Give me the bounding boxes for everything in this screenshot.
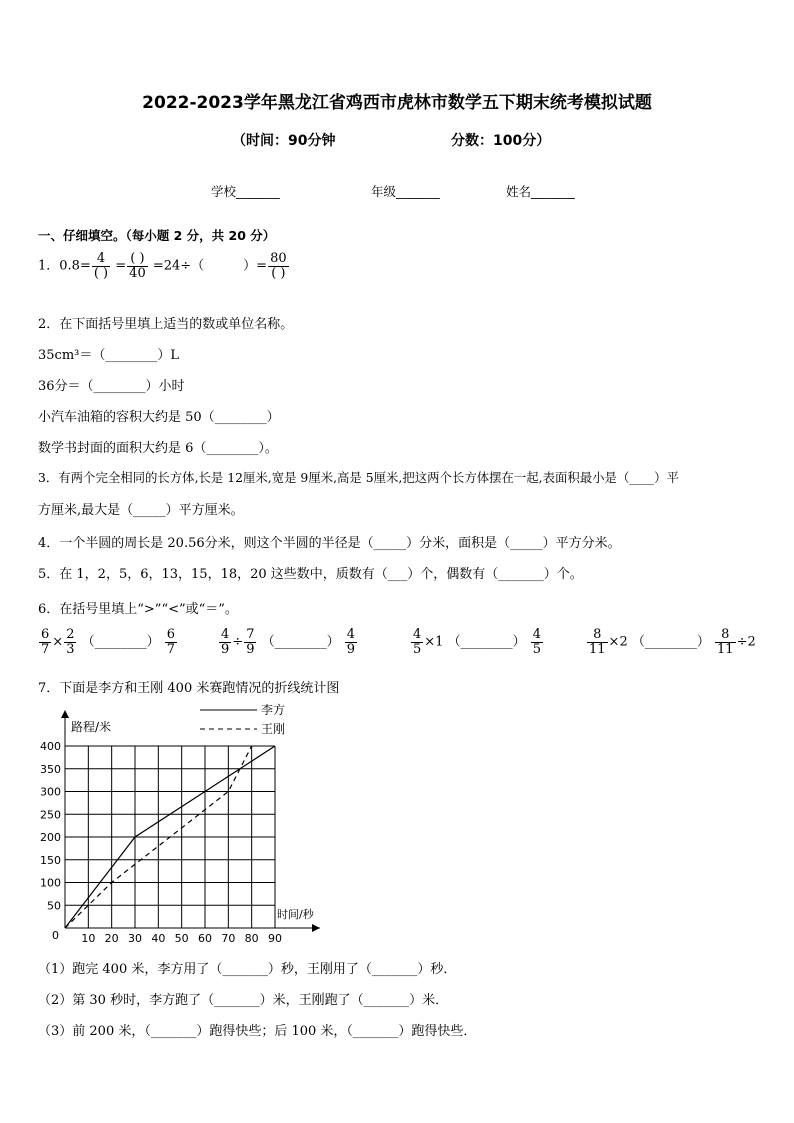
y-tick-label: 300: [40, 785, 61, 799]
question-6-stem: 6．在括号里填上“>”“<”或“＝”。: [38, 602, 238, 617]
q1-eq: =: [115, 258, 127, 274]
q6-expression-2: [218, 628, 358, 656]
q7-sub-3[interactable]: （3）前 200 米，（_______）跑得快些；后 100 米，（_______）跑得快些．: [38, 1024, 477, 1039]
exam-time: （时间：90分钟: [232, 133, 336, 149]
operator: ×: [52, 634, 64, 650]
q6-e3-blank[interactable]: （________）: [447, 634, 526, 650]
x-tick-label: 30: [128, 932, 142, 945]
page-title: 2022-2023学年黑龙江省鸡西市虎林市数学五下期末统考模拟试题: [142, 93, 652, 113]
question-2-stem: 2．在下面括号里填上适当的数或单位名称。: [38, 317, 294, 332]
den: 9: [246, 641, 255, 657]
den: 5: [532, 641, 542, 657]
operator: ÷: [232, 634, 244, 650]
q1-f1-num: 4: [92, 252, 110, 267]
q6-e2-frac-c: [345, 628, 357, 656]
y-tick-label: 50: [47, 899, 61, 913]
q1-fraction-3: [268, 252, 289, 280]
legend-label-2: 王刚: [261, 722, 286, 736]
q6-e3-frac-a: [411, 628, 423, 656]
q1-f3-den[interactable]: ( ): [271, 265, 286, 281]
line-chart: [30, 700, 340, 950]
q6-e1-frac-b: [64, 628, 76, 656]
q1-f2-den: 40: [129, 265, 146, 281]
name-field[interactable]: 姓名_______: [506, 184, 575, 199]
q2-line-4[interactable]: 数学书封面的面积大约是 6（________）。: [38, 441, 278, 456]
q7-sub-1[interactable]: （1）跑完 400 米，李方用了（_______）秒，王刚用了（_______）秒．: [38, 962, 457, 977]
x-tick-label: 90: [268, 932, 282, 945]
origin-label: 0: [52, 929, 59, 942]
x-tick-label: 80: [244, 932, 259, 945]
num: 4: [413, 627, 422, 642]
legend-label-1: 李方: [261, 703, 286, 717]
q2-line-1[interactable]: 35cm³＝（________）L: [38, 348, 179, 363]
q2-line-3[interactable]: 小汽车油箱的容积大约是 50（________）: [38, 410, 280, 425]
num: 6: [166, 627, 176, 642]
q1-f3-num: 80: [270, 251, 287, 266]
y-tick-label: 150: [40, 853, 61, 867]
question-5[interactable]: 5．在 1，2，5，6，13，15，18，20 这些数中，质数有（___）个，偶数有（_______）个。: [38, 567, 583, 582]
school-field[interactable]: 学校_______: [211, 184, 280, 199]
q1-mid[interactable]: =24÷（ ）=: [152, 258, 268, 274]
x-axis-label: 时间/秒: [277, 908, 314, 921]
operator: ×1: [424, 634, 444, 650]
exam-score: 分数：100分）: [451, 133, 551, 149]
y-tick-label: 350: [40, 762, 61, 776]
q6-expression-1: [38, 628, 178, 656]
question-3-line-1[interactable]: 3．有两个完全相同的长方体,长是 12厘米,宽是 9厘米,高是 5厘米,把这两个长方体摆在一起,表面积最小是（____）平: [38, 470, 679, 485]
den: 9: [221, 641, 230, 657]
q6-e4-blank[interactable]: （________）: [631, 634, 710, 650]
x-tick-label: 20: [104, 932, 119, 945]
den: 11: [717, 641, 734, 657]
operator: ×2: [608, 634, 628, 650]
y-axis-arrow-icon: [61, 710, 69, 718]
q1-fraction-1: [92, 252, 110, 280]
q1-prefix: 1．0.8=: [38, 258, 91, 274]
x-tick-label: 10: [81, 932, 96, 945]
q6-e2-frac-a: [219, 628, 231, 656]
num: 2: [66, 627, 75, 642]
den: 3: [66, 641, 75, 657]
section-heading: 一、仔细填空。（每小题 2 分，共 20 分）: [38, 228, 276, 243]
q6-e4-frac-a: [587, 628, 608, 656]
x-tick-label: 70: [221, 932, 236, 945]
q1-f1-den[interactable]: ( ): [93, 265, 109, 281]
q6-expression-4: [586, 628, 756, 656]
den: 11: [589, 641, 606, 657]
q1-fraction-2: [127, 252, 148, 280]
q7-sub-2[interactable]: （2）第 30 秒时，李方跑了（_______）米，王刚跑了（_______）米．: [38, 993, 449, 1008]
grade-field[interactable]: 年级_______: [371, 184, 440, 199]
num: 6: [41, 627, 50, 642]
y-axis-label: 路程/米: [71, 720, 112, 734]
y-tick-label: 200: [40, 831, 61, 844]
q6-e2-blank[interactable]: （________）: [261, 634, 340, 650]
q6-e1-frac-c: [165, 628, 177, 656]
den: 7: [41, 641, 50, 657]
question-1: [38, 252, 290, 280]
q1-f2-num[interactable]: ( ): [127, 252, 148, 267]
q6-e4-frac-c: [715, 628, 736, 656]
q6-expression-3: [410, 628, 544, 656]
den: 9: [346, 641, 356, 657]
x-tick-label: 50: [174, 932, 189, 945]
y-tick-label: 250: [40, 808, 61, 822]
q6-e1-blank[interactable]: （________）: [81, 634, 160, 650]
y-tick-label: 100: [40, 876, 61, 890]
q6-e2-frac-b: [244, 628, 256, 656]
num: 4: [221, 627, 230, 642]
q6-e1-frac-a: [39, 628, 51, 656]
num: 4: [346, 627, 356, 642]
question-4[interactable]: 4．一个半圆的周长是 20.56分米，则这个半圆的半径是（_____）分米，面积是（_____）平方分米。: [38, 536, 621, 551]
q6-e3-frac-c: [531, 628, 543, 656]
x-axis-arrow-icon: [312, 924, 320, 932]
x-tick-label: 60: [198, 932, 212, 945]
question-3-line-2[interactable]: 方厘米,最大是（_____）平方厘米。: [38, 503, 244, 518]
q2-line-2[interactable]: 36分＝（________）小时: [38, 379, 185, 394]
num: 8: [715, 628, 736, 643]
y-tick-label: 400: [40, 740, 61, 753]
den: 5: [413, 641, 422, 657]
den: 7: [166, 641, 176, 657]
q6-e4-tail: ÷2: [736, 634, 756, 650]
x-tick-label: 40: [151, 932, 166, 945]
num: 4: [532, 627, 542, 642]
question-7-stem: 7．下面是李方和王刚 400 米赛跑情况的折线统计图: [38, 681, 340, 696]
num: 8: [587, 628, 608, 643]
num: 7: [246, 627, 255, 642]
